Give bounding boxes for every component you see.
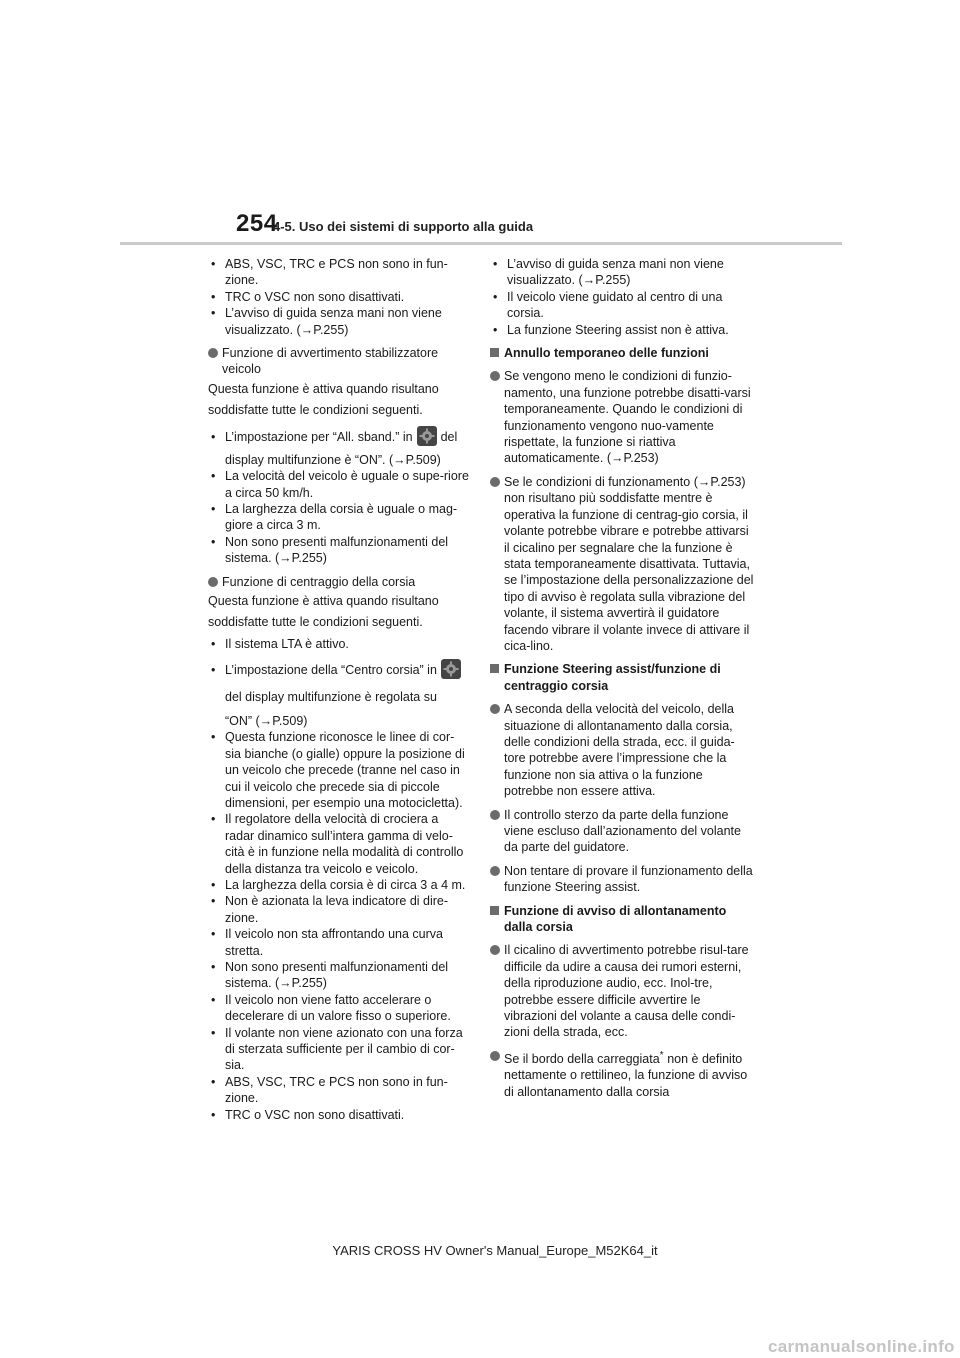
paragraph: soddisfatte tutte le condizioni seguenti. (208, 402, 423, 417)
list-item-continuation: del display multifunzione è regolata su (225, 689, 437, 704)
footnote-marker: * (659, 1049, 664, 1061)
paragraph: Questa funzione è attiva quando risultano (208, 381, 439, 396)
list-item: • TRC o VSC non sono disattivati. (208, 289, 470, 305)
page-number: 254 (236, 210, 278, 237)
list-item: • ABS, VSC, TRC e PCS non sono in fun-zione. (208, 256, 470, 289)
list-item: • L’avviso di guida senza mani non viene visualizzato. (→P.255) (490, 256, 755, 289)
note-text: non è definito nettamente o rettilineo, la funzione di avviso di allontanamento dalla corsia (504, 1052, 748, 1099)
setting-text: del (440, 429, 458, 444)
subheading-temporary-cancel: Annullo temporaneo delle funzioni (490, 345, 755, 361)
list-item: • Non sono presenti malfunzionamenti del sistema. (→P.255) (208, 959, 470, 992)
note-item: Se le condizioni di funzionamento (→P.253) non risultano più soddisfatte mentre è operativa la funzione di centrag-gio corsia, il volante potrebbe vibrare e potrebbe attivarsi il cicalino per segnalare che la funzione è stata temporaneamente disattivata. Tuttavia, se l’impostazione della personalizzazione del tipo di avviso è regolata sulla vibrazione del volante, il sistema avvertirà il guidatore facendo vibrare il volante invece di attivare il cica-lino. (490, 474, 755, 654)
right-column (490, 256, 755, 1100)
note-item: Il cicalino di avvertimento potrebbe risul-tare difficile da udire a causa dei rumori esterni, della riproduzione audio, ecc. Inol-tre, potrebbe essere difficile avvertire le vibrazioni del volante a causa delle condi-zioni della strada, ecc. (490, 942, 755, 1040)
list-item-continuation: display multifunzione è “ON”. (→P.509) (225, 452, 441, 467)
note-text: Se il bordo della carreggiata (504, 1052, 660, 1067)
subheading-steering-assist: Funzione Steering assist/funzione di centraggio corsia (490, 661, 755, 694)
note-item: A seconda della velocità del veicolo, della situazione di allontanamento dalla corsia, delle condizioni della strada, ecc. il guida-tore potrebbe avere l’impressione che la funzione non sia attiva o la funzione potrebbe non essere attiva. (490, 701, 755, 799)
footer-manual-title: YARIS CROSS HV Owner's Manual_Europe_M52K64_it (332, 1243, 658, 1258)
list-item: • Il sistema LTA è attivo. (208, 636, 470, 652)
list-item: • Il veicolo non viene fatto accelerare o decelerare di un valore fisso o superiore. (208, 992, 470, 1025)
list-item (208, 426, 470, 448)
page-header (0, 0, 960, 248)
list-item: • Non è azionata la leva indicatore di dire-zione. (208, 893, 470, 926)
settings-gear-icon (417, 426, 437, 446)
list-item: • TRC o VSC non sono disattivati. (208, 1107, 470, 1123)
list-item: • ABS, VSC, TRC e PCS non sono in fun-zione. (208, 1074, 470, 1107)
note-item: Se vengono meno le condizioni di funzio-namento, una funzione potrebbe disatti-varsi temporaneamente. Quando le condizioni di funzionamento vengono nuo-vamente rispettate, la funzione si riattiva automaticamente. (→P.253) (490, 368, 755, 466)
header-divider (120, 242, 842, 245)
settings-gear-icon (441, 659, 461, 679)
watermark: carmanualsonline.info (768, 1337, 955, 1356)
paragraph: soddisfatte tutte le condizioni seguenti. (208, 615, 423, 630)
setting-text: L’impostazione della “Centro corsia” in (225, 662, 437, 677)
list-item (208, 659, 470, 681)
subheading-lane-departure-alert: Funzione di avviso di allontanamento dalla corsia (490, 903, 755, 936)
section-heading-stabilizer: Funzione di avvertimento stabilizzatore veicolo (208, 345, 470, 378)
setting-text: L’impostazione per “All. sband.” in (225, 429, 413, 444)
section-heading-lane-centering: Funzione di centraggio della corsia (208, 574, 470, 590)
list-item: • Il veicolo non sta affrontando una curva stretta. (208, 926, 470, 959)
paragraph: Questa funzione è attiva quando risultano (208, 594, 439, 609)
list-item: • La velocità del veicolo è uguale o supe-riore a circa 50 km/h. (208, 468, 470, 501)
left-column (208, 256, 470, 1123)
list-item: • La funzione Steering assist non è attiva. (490, 322, 755, 338)
list-item-continuation: “ON” (→P.509) (225, 713, 308, 728)
list-item: • Non sono presenti malfunzionamenti del sistema. (→P.255) (208, 534, 470, 567)
note-item: Non tentare di provare il funzionamento della funzione Steering assist. (490, 863, 755, 896)
list-item: • L’avviso di guida senza mani non viene visualizzato. (→P.255) (208, 305, 470, 338)
list-item: • La larghezza della corsia è di circa 3 a 4 m. (208, 877, 470, 893)
note-item (490, 1048, 755, 1100)
list-item: • La larghezza della corsia è uguale o mag-giore a circa 3 m. (208, 501, 470, 534)
section-title: 4-5. Uso dei sistemi di supporto alla guida (273, 219, 534, 234)
list-item: • Il regolatore della velocità di crociera a radar dinamico sull’intera gamma di velo-cità è in funzione nella modalità di controllo della distanza tra veicolo e veicolo. (208, 811, 470, 877)
list-item: • Il veicolo viene guidato al centro di una corsia. (490, 289, 755, 322)
list-item: • Questa funzione riconosce le linee di cor-sia bianche (o gialle) oppure la posizione di un veicolo che precede (tranne nel caso in cui il veicolo che precede sia di piccole dimensioni, per esempio una motocicletta). (208, 729, 470, 811)
list-item: • Il volante non viene azionato con una forza di sterzata sufficiente per il cambio di cor-sia. (208, 1025, 470, 1074)
note-item: Il controllo sterzo da parte della funzione viene escluso dall’azionamento del volante da parte del guidatore. (490, 807, 755, 856)
